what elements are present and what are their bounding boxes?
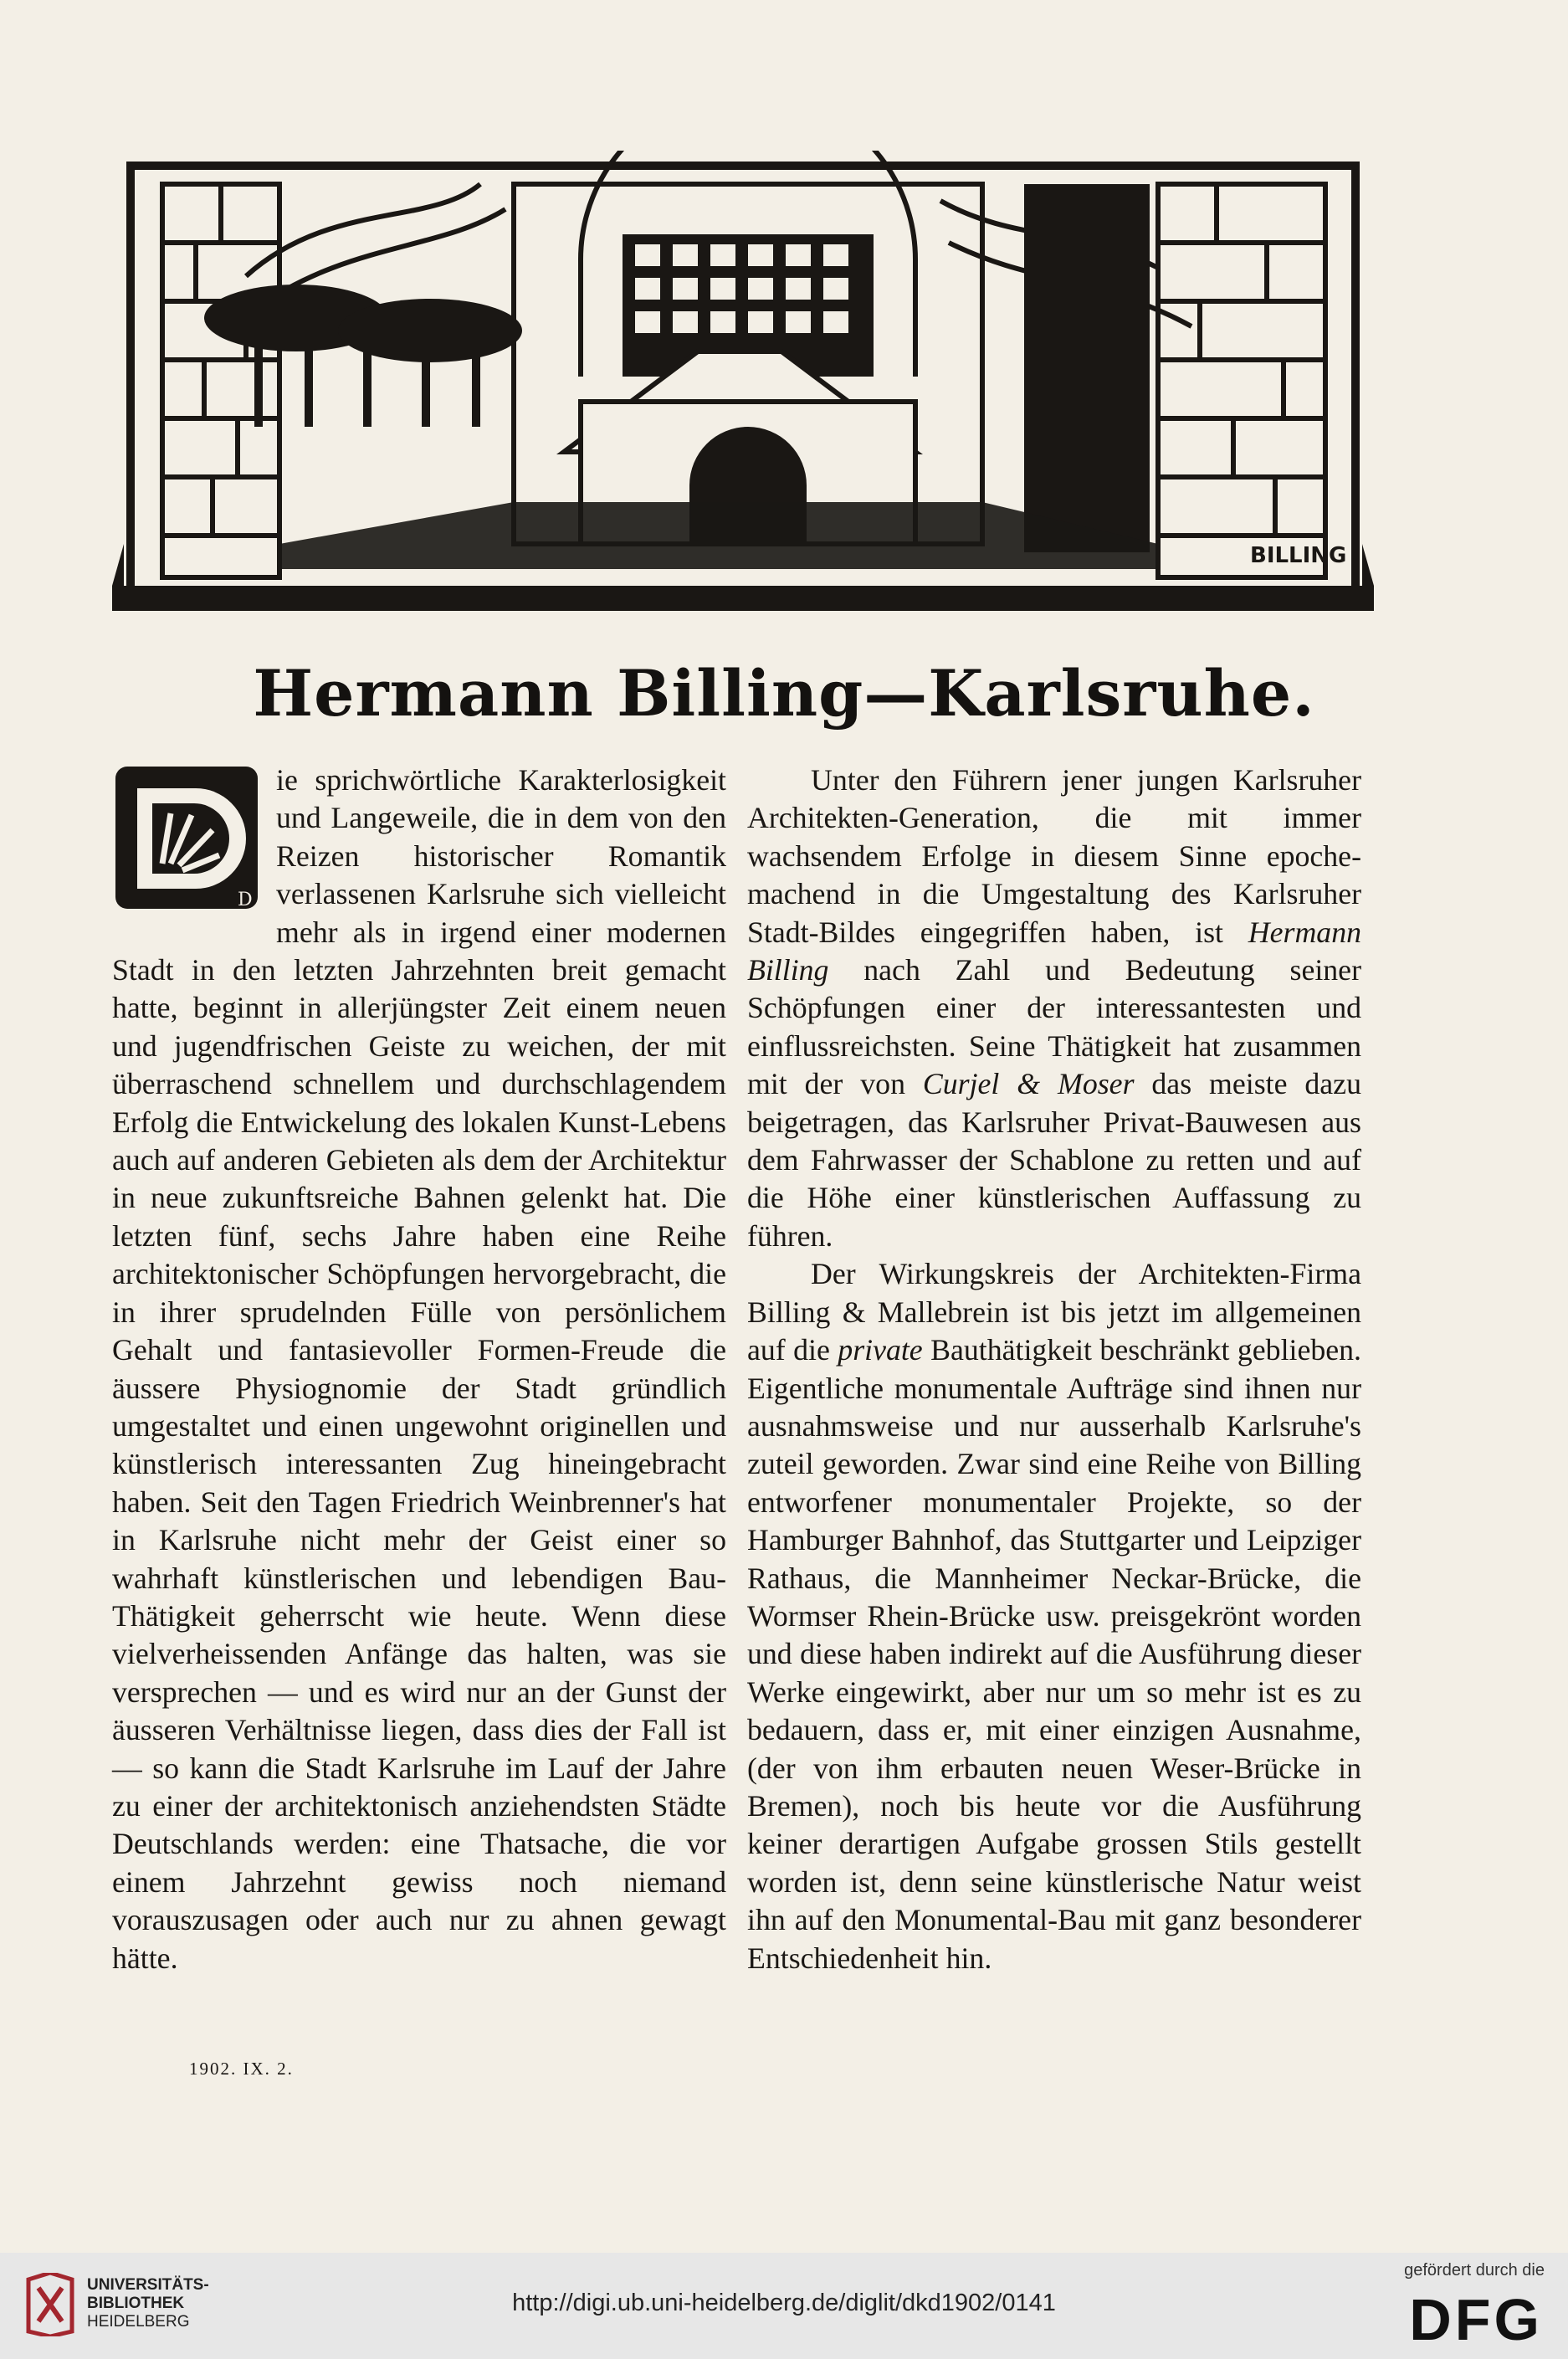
firm-name: Curjel & Moser <box>922 1067 1135 1101</box>
article-title: Hermann Billing—Karlsruhe. <box>253 656 1315 731</box>
text-run: Bauthätigkeit beschränkt geblieben. Eigentliche monumentale Aufträge sind ihnen nur ausnahmsweise und nur ausserhalb Karlsruhe's zuteil geworden. Zwar sind eine Reihe von Billing entworfener monumentaler Projekte, so der Hamburger Bahnhof, das Stuttgarter und Leipziger Rathaus, die Mannheimer Neckar-Brücke, die Wormser Rhein-Brücke usw. preisgekrönt worden und diese haben indirekt auf die Ausführung dieser Werke eingewirkt, aber nur um so mehr ist es zu bedauern, dass er, mit einer einzigen Ausnahme, (der von ihm erbauten neuen Weser-Brücke in Bremen), noch bis heute vor die Ausführung keiner derartigen Aufgabe grossen Stils gestellt worden ist, denn seine künstlerische Natur weist ihn auf den Monumental-Bau mit ganz besonderer Entschiedenheit hin. <box>747 1333 1361 1975</box>
paragraph <box>747 1255 1361 1977</box>
paragraph <box>112 762 726 1977</box>
emphasis: private <box>838 1333 923 1367</box>
footer-bar <box>0 2253 1568 2359</box>
drop-initial-ornament <box>112 763 261 912</box>
text-run: Unter den Führern jener jungen Karlsruher Architekten-Generation, die mit immer wachsendem Erfolge in diesem Sinne epochemachend in die Umgestaltung des Karlsruher Stadt-Bildes eingegriffen haben, ist <box>747 763 1361 949</box>
text-column-right <box>747 762 1361 1977</box>
library-name-line: HEIDELBERG <box>87 2313 190 2331</box>
text-run: Der Wirkungskreis der Architekten-Firma Billing & Mallebrein ist bis jetzt im allgemeinen auf die <box>747 1257 1361 1367</box>
text-run: das meiste dazu beigetragen, das Karlsruher Privat-Bauwesen aus dem Fahrwasser der Schablone zu retten und auf die Höhe einer künstlerischen Auffassung zu führen. <box>747 1067 1361 1253</box>
paragraph <box>747 762 1361 1255</box>
library-name-line: UNIVERSITÄTS- <box>87 2276 209 2294</box>
header-woodcut-illustration <box>112 151 1374 619</box>
illustration-signature: BILLING <box>1250 543 1347 568</box>
architect-name: Hermann Billing <box>747 915 1361 987</box>
text-column-left <box>112 762 726 1977</box>
funding-note: gefördert durch die <box>1404 2261 1545 2280</box>
library-name-line: BIBLIOTHEK <box>87 2295 185 2312</box>
permalink-url[interactable]: http://digi.ub.uni-heidelberg.de/diglit/dkd1902/0141 <box>512 2290 1056 2316</box>
dfg-logo: DFG <box>1409 2287 1543 2352</box>
drop-initial-letter: D <box>238 890 253 910</box>
text-run: nach Zahl und Bedeutung seiner Schöpfungen einer der interessantesten und einflussreichsten. Seine Thätigkeit hat zusammen mit der von <box>747 953 1361 1101</box>
left-column-text: ie sprichwörtliche Karakterlosigkeit und Langeweile, die in dem von den Reizen historischer Romantik verlassenen Karlsruhe sich vielleicht mehr als in irgend einer modernen Stadt in den letzten Jahrzehnten breit gemacht hatte, beginnt in allerjüngster Zeit einem neuen und jugendfrischen Geiste zu weichen, der mit überraschend schnellem und durchschlagendem Erfolg die Entwickelung des lokalen Kunst-Lebens auch auf anderen Gebieten als dem der Architektur in neue zukunftsreiche Bahnen gelenkt hat. Die letzten fünf, sechs Jahre haben eine Reihe architektonischer Schöpfungen hervorgebracht, die in ihrer sprudelnden Fülle von persönlichem Gehalt und fantasievoller Formen-Freude die äussere Physiognomie der Stadt gründlich umgestaltet und einen ungewohnt originellen und künstlerisch interessanten Zug hineingebracht haben. Seit den Tagen Friedrich Weinbrenner's hat in Karlsruhe nicht mehr der Geist einer so wahrhaft künstlerischen und lebendigen Bau-Thätigkeit geherrscht wie heute. Wenn diese vielverheissenden Anfänge das halten, was sie versprechen — und es wird nur an der Gunst der äusseren Verhältnisse liegen, dass dies der Fall ist — so kann die Stadt Karlsruhe im Lauf der Jahre zu einer der architektonisch anziehendsten Städte Deutschlands werden: eine Thatsache, die vor einem Jahrzehnt gewiss noch niemand vorauszusagen oder auch nur zu ahnen gewagt hätte. <box>112 763 726 1975</box>
printer-signature-mark: 1902. IX. 2. <box>189 2059 294 2079</box>
